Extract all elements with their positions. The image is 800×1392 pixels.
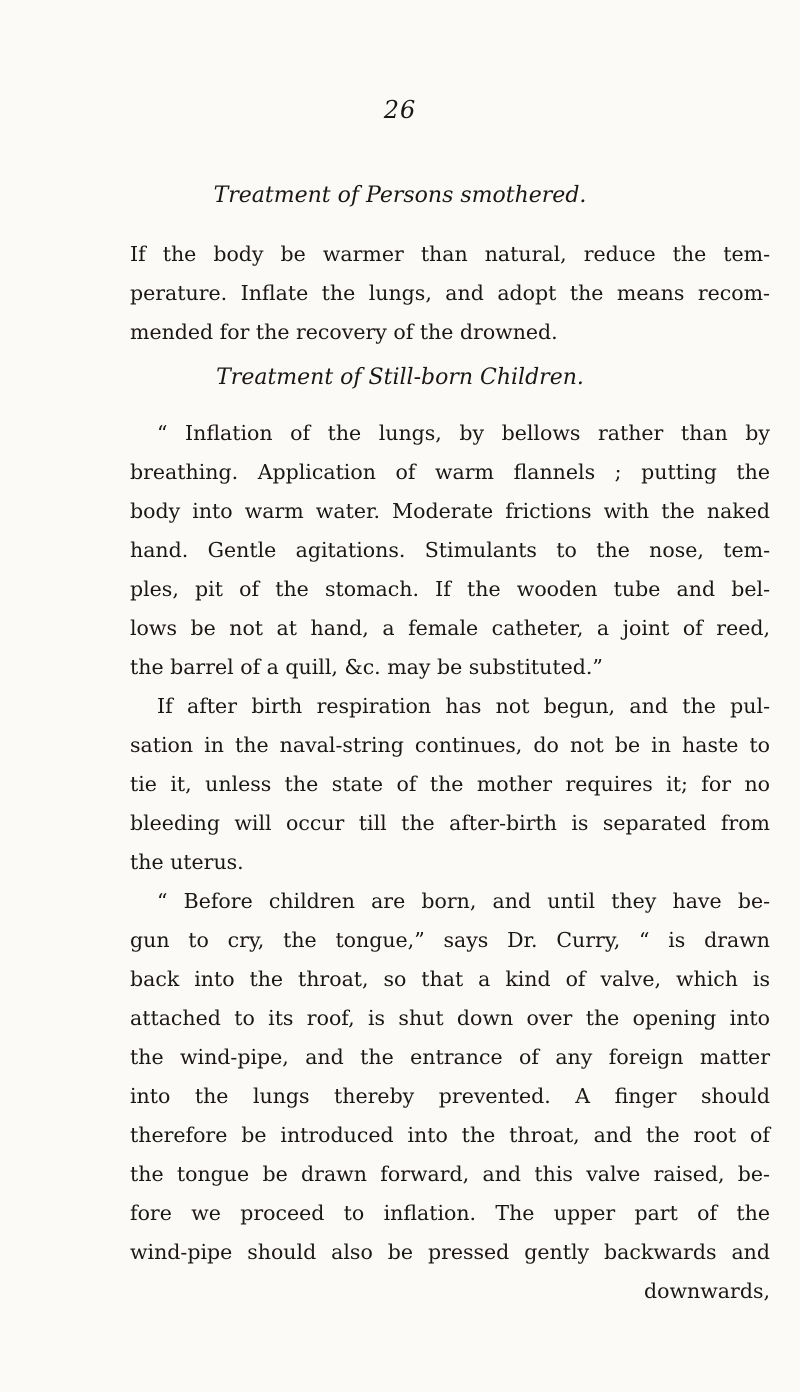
text-line: hand. Gentle agitations. Stimulants to the nose, tem- — [130, 538, 770, 562]
text-line: therefore be introduced into the throat, and the root of — [130, 1123, 770, 1147]
text-line: lows be not at hand, a female catheter, a joint of reed, — [130, 616, 770, 640]
text-line: downwards, — [644, 1279, 770, 1303]
section-heading-still-born: Treatment of Still-born Children. — [216, 365, 584, 390]
section-heading-smothered: Treatment of Persons smothered. — [213, 183, 587, 208]
text-line: mended for the recovery of the drowned. — [130, 320, 558, 344]
text-line: tie it, unless the state of the mother requires it; for no — [130, 772, 770, 796]
text-line: into the lungs thereby prevented. A finger should — [130, 1084, 770, 1108]
text-line: “ Inflation of the lungs, by bellows rather than by — [157, 421, 770, 445]
text-line: gun to cry, the tongue,” says Dr. Curry, “ is drawn — [130, 928, 770, 952]
text-line: the wind-pipe, and the entrance of any foreign matter — [130, 1045, 770, 1069]
page-number: 26 — [383, 96, 417, 124]
text-line: attached to its roof, is shut down over the opening into — [130, 1006, 770, 1030]
text-line: bleeding will occur till the after-birth is separated from — [130, 811, 770, 835]
text-line: body into warm water. Moderate frictions with the naked — [130, 499, 770, 523]
text-line: wind-pipe should also be pressed gently backwards and — [130, 1240, 770, 1264]
text-line: the uterus. — [130, 850, 244, 874]
text-line: ples, pit of the stomach. If the wooden tube and bel- — [130, 577, 770, 601]
text-line: perature. Inflate the lungs, and adopt the means recom- — [130, 281, 770, 305]
text-line: If after birth respiration has not begun, and the pul- — [157, 694, 770, 718]
text-line: back into the throat, so that a kind of valve, which is — [130, 967, 770, 991]
text-line: the barrel of a quill, &c. may be substituted.” — [130, 655, 603, 679]
text-line: sation in the naval-string continues, do not be in haste to — [130, 733, 770, 757]
text-line: “ Before children are born, and until they have be- — [157, 889, 770, 913]
text-line: fore we proceed to inflation. The upper part of the — [130, 1201, 770, 1225]
text-line: If the body be warmer than natural, reduce the tem- — [130, 242, 770, 266]
text-line: the tongue be drawn forward, and this valve raised, be- — [130, 1162, 770, 1186]
text-line: breathing. Application of warm flannels ; putting the — [130, 460, 770, 484]
